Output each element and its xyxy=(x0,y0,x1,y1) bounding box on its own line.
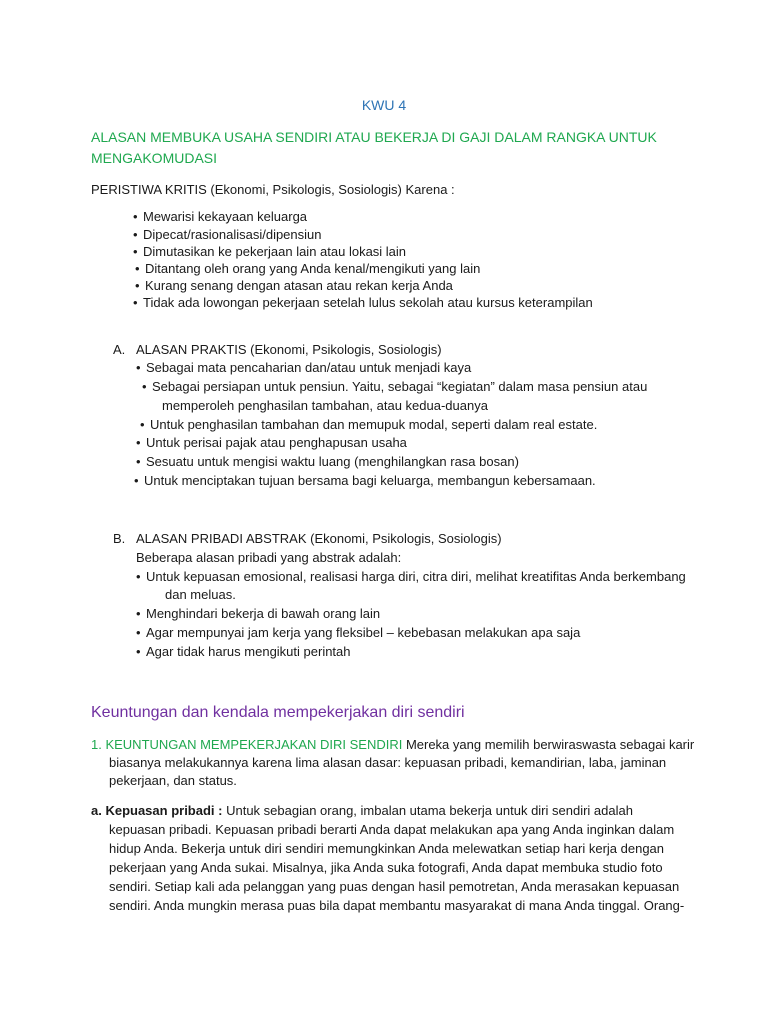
list-item: • Sebagai mata pencaharian dan/atau untuk menjadi kaya xyxy=(136,360,472,375)
section-b-intro: Beberapa alasan pribadi yang abstrak adalah: xyxy=(136,550,402,565)
bullet-icon: • xyxy=(136,644,141,659)
paragraph-line: kepuasan pribadi. Kepuasan pribadi berarti Anda dapat melakukan apa yang Anda inginkan dalam xyxy=(109,822,675,837)
paragraph-line: pekerjaan yang Anda sukai. Misalnya, jika Anda suka fotografi, Anda dapat membuka studio foto xyxy=(109,860,663,875)
point-a-line xyxy=(91,802,633,820)
bullet-icon: • xyxy=(136,435,141,450)
paragraph-line: biasanya melakukannya karena lima alasan dasar: kepuasan pribadi, kemandirian, laba, jaminan xyxy=(109,755,667,770)
point-1-label: 1. KEUNTUNGAN MEMPEKERJAKAN DIRI SENDIRI xyxy=(91,737,403,752)
bullet-icon: • xyxy=(133,295,138,310)
list-item: • Menghindari bekerja di bawah orang lain xyxy=(136,606,381,621)
bullet-icon: • xyxy=(133,244,138,259)
point-1-line xyxy=(91,736,694,754)
list-item: • Sesuatu untuk mengisi waktu luang (menghilangkan rasa bosan) xyxy=(136,454,519,469)
keuntungan-heading: Keuntungan dan kendala mempekerjakan diri sendiri xyxy=(91,704,465,721)
bullet-icon: • xyxy=(133,227,138,242)
main-heading-line-2: MENGAKOMUDASI xyxy=(91,150,218,166)
bullet-icon: • xyxy=(136,625,141,640)
document-title: KWU 4 xyxy=(361,97,407,113)
list-item: • Mewarisi kekayaan keluarga xyxy=(133,209,308,224)
list-item: • Untuk kepuasan emosional, realisasi harga diri, citra diri, melihat kreatifitas Anda berkembang xyxy=(136,569,686,584)
section-b-title: ALASAN PRIBADI ABSTRAK (Ekonomi, Psikologis, Sosiologis) xyxy=(136,531,502,546)
paragraph-line: pekerjaan, dan status. xyxy=(109,773,237,788)
main-heading-line-1: ALASAN MEMBUKA USAHA SENDIRI ATAU BEKERJA DI GAJI DALAM RANGKA UNTUK xyxy=(91,129,657,145)
list-item-continuation: dan meluas. xyxy=(165,587,236,602)
section-a-marker: A. xyxy=(113,342,126,357)
list-item: • Tidak ada lowongan pekerjaan setelah lulus sekolah atau kursus keterampilan xyxy=(133,295,593,310)
list-item: • Dimutasikan ke pekerjaan lain atau lokasi lain xyxy=(133,244,407,259)
bullet-icon: • xyxy=(136,606,141,621)
bullet-icon: • xyxy=(134,473,139,488)
list-item-continuation: memperoleh penghasilan tambahan, atau kedua-duanya xyxy=(162,398,488,413)
bullet-icon: • xyxy=(135,278,140,293)
point-a-label: a. Kepuasan pribadi : xyxy=(91,803,223,818)
paragraph-line: hidup Anda. Bekerja untuk diri sendiri memungkinkan Anda melewatkan setiap hari kerja dengan xyxy=(109,841,665,856)
paragraph-line: sendiri. Setiap kali ada pelanggan yang puas dengan hasil pemotretan, Anda merasakan kepuasan xyxy=(109,879,680,894)
list-item: • Sebagai persiapan untuk pensiun. Yaitu, sebagai “kegiatan” dalam masa pensiun atau xyxy=(142,379,648,394)
list-item: • Kurang senang dengan atasan atau rekan kerja Anda xyxy=(135,278,453,293)
bullet-icon: • xyxy=(136,569,141,584)
bullet-icon: • xyxy=(136,454,141,469)
bullet-icon: • xyxy=(135,261,140,276)
list-item: • Agar tidak harus mengikuti perintah xyxy=(136,644,351,659)
point-a-text: Untuk sebagian orang, imbalan utama bekerja untuk diri sendiri adalah xyxy=(222,803,633,818)
paragraph-line: sendiri. Anda mungkin merasa puas bila dapat membantu masyarakat di mana Anda tinggal. Orang- xyxy=(109,898,685,913)
bullet-icon: • xyxy=(136,360,141,375)
list-item: • Agar mempunyai jam kerja yang fleksibel – kebebasan melakukan apa saja xyxy=(136,625,581,640)
peristiwa-intro: PERISTIWA KRITIS (Ekonomi, Psikologis, Sosiologis) Karena : xyxy=(91,182,455,197)
list-item: • Untuk perisai pajak atau penghapusan usaha xyxy=(136,435,407,450)
bullet-icon: • xyxy=(140,417,145,432)
section-b-marker: B. xyxy=(113,531,126,546)
list-item: • Dipecat/rasionalisasi/dipensiun xyxy=(133,227,322,242)
point-1-text: Mereka yang memilih berwiraswasta sebagai karir xyxy=(402,737,695,752)
bullet-icon: • xyxy=(142,379,147,394)
list-item: • Untuk menciptakan tujuan bersama bagi keluarga, membangun kebersamaan. xyxy=(134,473,596,488)
section-a-title: ALASAN PRAKTIS (Ekonomi, Psikologis, Sosiologis) xyxy=(136,342,442,357)
list-item: • Untuk penghasilan tambahan dan memupuk modal, seperti dalam real estate. xyxy=(140,417,598,432)
bullet-icon: • xyxy=(133,209,138,224)
list-item: • Ditantang oleh orang yang Anda kenal/mengikuti yang lain xyxy=(135,261,481,276)
